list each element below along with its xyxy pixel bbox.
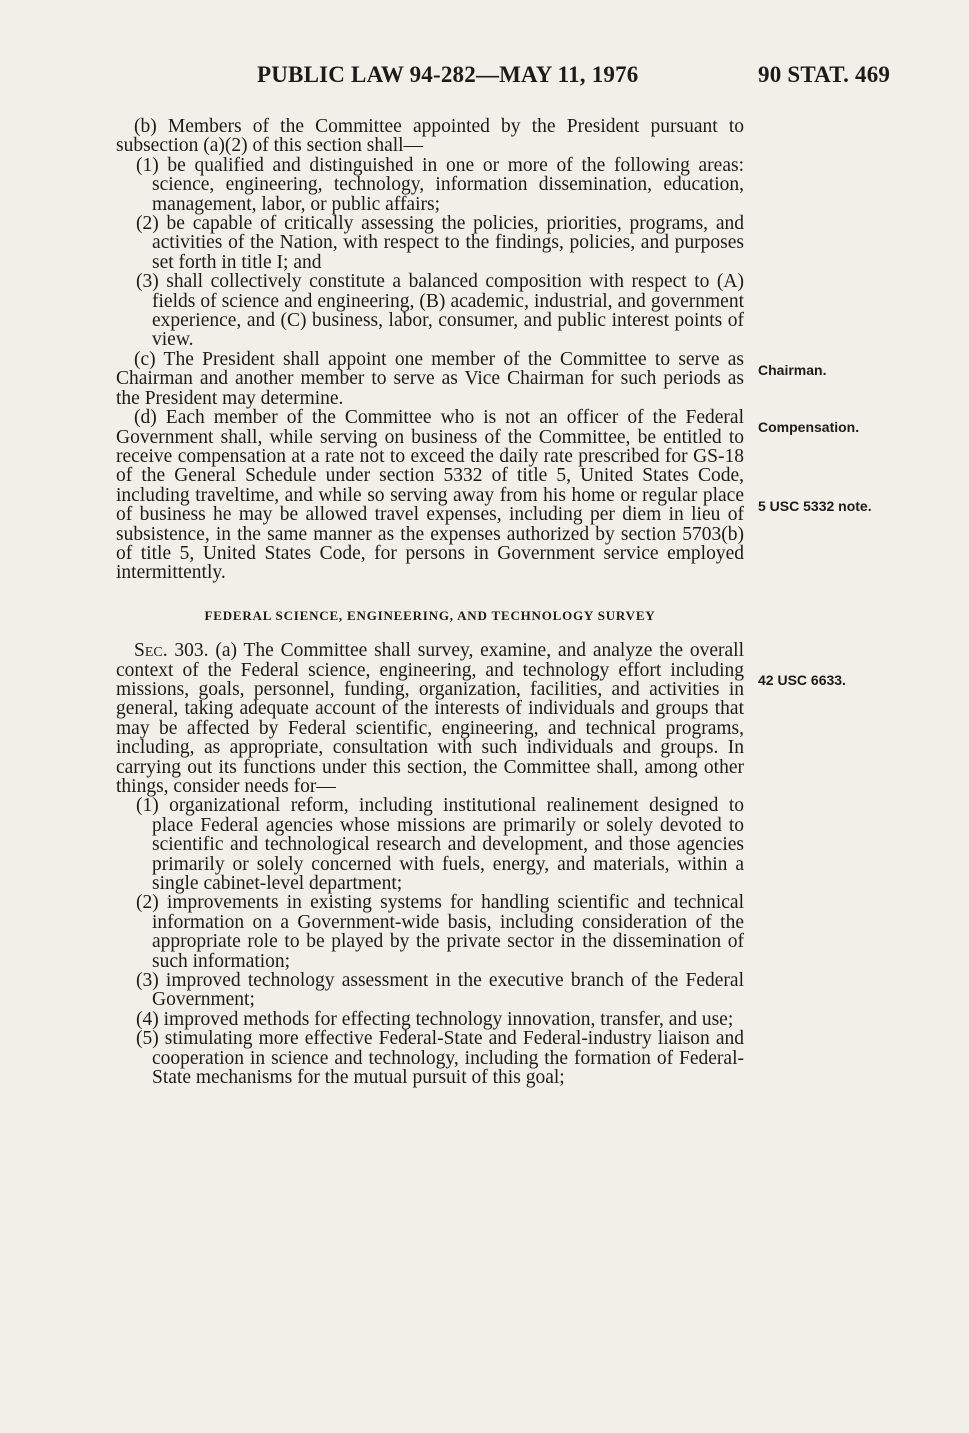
section-heading: FEDERAL SCIENCE, ENGINEERING, AND TECHNOLOGY SURVEY bbox=[204, 607, 656, 623]
paragraph-303-a-5: (5) stimulating more effective Federal-State and Federal-industry liaison and cooperation in science and technology, including the formation of Federal-State mechanisms for the mutual pursuit of this goal; bbox=[136, 1028, 744, 1089]
page-reference: 90 STAT. 469 bbox=[758, 62, 891, 87]
paragraph-303-a-3: (3) improved technology assessment in the executive branch of the Federal Government; bbox=[136, 970, 744, 1011]
header-title: PUBLIC LAW 94-282—MAY 11, 1976 bbox=[257, 62, 639, 87]
paragraph-303-a-1: (1) organizational reform, including institutional realinement designed to place Federal agencies whose missions are primarily or solely devoted to scientific and technological research and development, and those agencies primarily or solely concerned with fuels, energy, and materials, within a single cabinet-level department; bbox=[136, 795, 744, 895]
paragraph-303-a-4: (4) improved methods for effecting technology innovation, transfer, and use; bbox=[136, 1008, 734, 1030]
paragraph-d: (d) Each member of the Committee who is not an officer of the Federal Government shall, while serving on business of the Committee, be entitled to receive compensation at a rate not to exceed the daily rate prescribed for GS-18 of the General Schedule under section 5332 of title 5, United States Code, including traveltime, and while so serving away from his home or regular place of business he may be allowed travel expenses, including per diem in lieu of subsistence, in the same manner as the expenses authorized by section 5703(b) of title 5, United States Code, for persons in Government service employed intermittently. bbox=[116, 407, 744, 584]
margin-note-42-usc-6633: 42 USC 6633. bbox=[758, 672, 846, 688]
margin-note-compensation: Compensation. bbox=[758, 419, 860, 435]
paragraph-303-a bbox=[116, 641, 744, 796]
running-header bbox=[0, 62, 969, 92]
paragraph-b-1: (1) be qualified and distinguished in one or more of the following areas: science, engineering, technology, information dissemination, education, management, labor, or public affairs; bbox=[136, 154, 744, 215]
section-label: Sec. 303. bbox=[134, 640, 209, 662]
margin-note-chairman: Chairman. bbox=[758, 362, 827, 378]
paragraph-303-a-2: (2) improvements in existing systems for handling scientific and technical information on a Government-wide basis, including consideration of the appropriate role to be played by the private sector in the dissemination of such information; bbox=[136, 892, 744, 972]
paragraph-b-2: (2) be capable of critically assessing the policies, priorities, programs, and activities of the Nation, with respect to the findings, policies, and purposes set forth in title I; and bbox=[136, 213, 744, 273]
paragraph-c: (c) The President shall appoint one member of the Committee to serve as Chairman and another member to serve as Vice Chairman for such periods as the President may determine. bbox=[116, 348, 744, 409]
margin-note-5-usc-5332: 5 USC 5332 note. bbox=[758, 498, 872, 514]
body-text bbox=[116, 117, 744, 1088]
paragraph-b: (b) Members of the Committee appointed by the President pursuant to subsection (a)(2) of this section shall— bbox=[116, 116, 744, 157]
paragraph-303-a-text: (a) The Committee shall survey, examine, and analyze the overall context of the Federal science, engineering, and technology effort including missions, goals, personnel, funding, organization, facilities, and activities in general, taking adequate account of the interests of individuals and groups that may be affected by Federal scientific, engineering, and technical programs, including, as appropriate, consultation with such individuals and groups. In carrying out its functions under this section, the Committee shall, among other things, consider needs for— bbox=[116, 640, 744, 797]
paragraph-b-3: (3) shall collectively constitute a balanced composition with respect to (A) fields of science and engineering, (B) academic, industrial, and government experience, and (C) business, labor, consumer, and public interest points of view. bbox=[136, 271, 744, 351]
